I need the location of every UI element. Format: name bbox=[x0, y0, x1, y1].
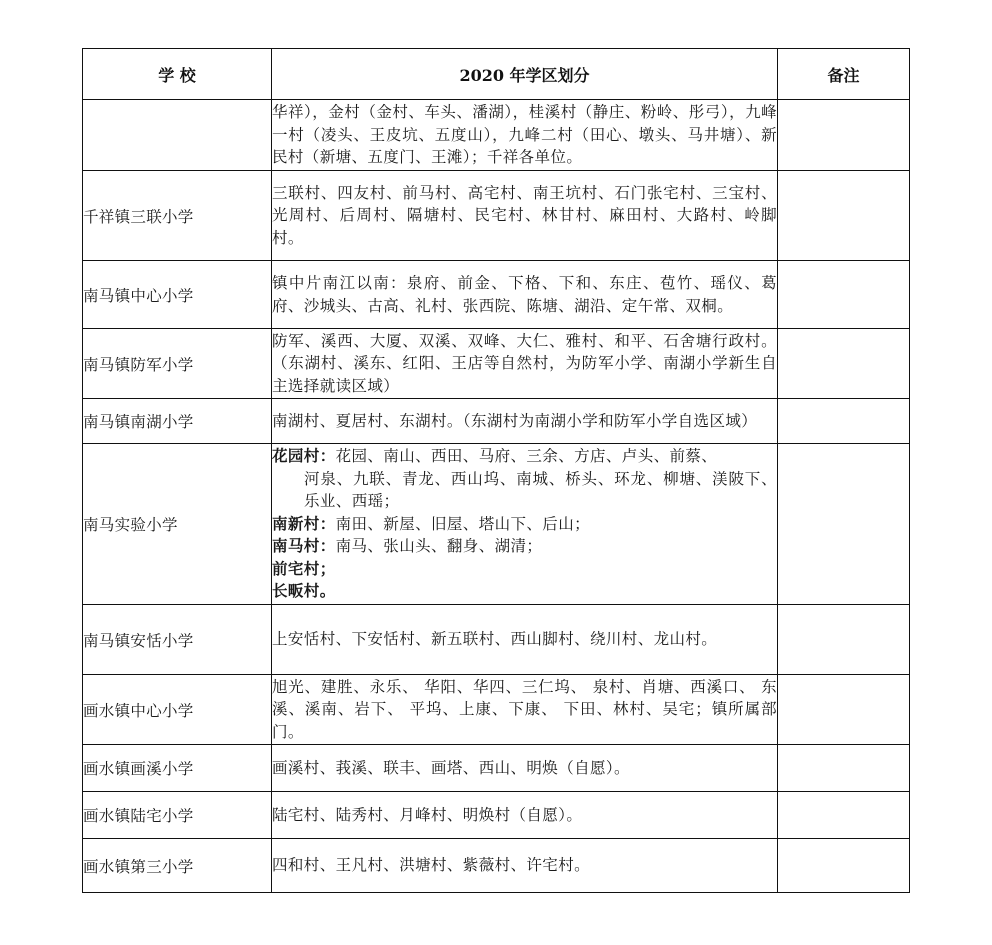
header-note: 备注 bbox=[778, 49, 910, 100]
school-zone-table bbox=[82, 48, 910, 893]
table-row bbox=[83, 792, 910, 839]
note-cell bbox=[778, 444, 910, 605]
zone-text: 南湖村、夏居村、东湖村。（东湖村为南湖小学和防军小学自选区域） bbox=[272, 399, 778, 444]
note-cell bbox=[778, 675, 910, 745]
note-cell bbox=[778, 839, 910, 893]
zone-text: 防军、溪西、大厦、双溪、双峰、大仁、雅村、和平、石舍塘行政村。（东湖村、溪东、红阳、王店等自然村，为防军小学、南湖小学新生自主选择就读区域） bbox=[272, 329, 778, 399]
header-zone: 2020 年学区划分 bbox=[272, 49, 778, 100]
school-name: 画水镇陆宅小学 bbox=[83, 792, 272, 839]
note-cell bbox=[778, 792, 910, 839]
zone-groups bbox=[272, 444, 778, 605]
zone-group bbox=[272, 513, 777, 536]
school-name: 画水镇画溪小学 bbox=[83, 745, 272, 792]
table-row bbox=[83, 261, 910, 329]
table-row bbox=[83, 329, 910, 399]
header-row bbox=[83, 49, 910, 100]
school-name: 南马实验小学 bbox=[83, 444, 272, 605]
table-row bbox=[83, 444, 910, 605]
village-name: 长畈村。 bbox=[272, 581, 336, 601]
school-name: 画水镇中心小学 bbox=[83, 675, 272, 745]
note-cell bbox=[778, 605, 910, 675]
zone-text: 四和村、王凡村、洪塘村、紫薇村、许宅村。 bbox=[272, 839, 778, 893]
note-cell bbox=[778, 261, 910, 329]
zone-group bbox=[272, 580, 777, 603]
school-name: 千祥镇三联小学 bbox=[83, 171, 272, 261]
village-name: 南马村： bbox=[272, 536, 336, 556]
table-row bbox=[83, 100, 910, 171]
school-name: 南马镇防军小学 bbox=[83, 329, 272, 399]
table-row bbox=[83, 675, 910, 745]
header-school: 学 校 bbox=[83, 49, 272, 100]
zone-text: 陆宅村、陆秀村、月峰村、明焕村（自愿）。 bbox=[272, 792, 778, 839]
zone-text: 旭光、建胜、永乐、 华阳、华四、三仁坞、 泉村、肖塘、西溪口、 东溪、溪南、岩下、 平坞、上康、下康、 下田、林村、吴宅；镇所属部门。 bbox=[272, 675, 778, 745]
note-cell bbox=[778, 171, 910, 261]
school-name: 画水镇第三小学 bbox=[83, 839, 272, 893]
table-row bbox=[83, 171, 910, 261]
village-detail-cont: 河泉、九联、青龙、西山坞、南城、桥头、环龙、柳塘、渼陂下、乐业、西瑶； bbox=[304, 469, 777, 511]
village-detail: 花园、南山、西田、马府、三余、方店、卢头、前蔡、 bbox=[335, 447, 718, 466]
table-row bbox=[83, 839, 910, 893]
note-cell bbox=[778, 329, 910, 399]
school-name bbox=[83, 100, 272, 171]
zone-text: 上安恬村、下安恬村、新五联村、西山脚村、绕川村、龙山村。 bbox=[272, 605, 778, 675]
school-name: 南马镇安恬小学 bbox=[83, 605, 272, 675]
table-row bbox=[83, 399, 910, 444]
village-detail: 南马、张山头、翻身、湖清； bbox=[335, 537, 543, 556]
table-row bbox=[83, 745, 910, 792]
village-name: 花园村： bbox=[272, 446, 336, 466]
zone-group bbox=[272, 558, 777, 581]
village-detail: 南田、新屋、旧屋、塔山下、后山； bbox=[335, 514, 591, 533]
village-name: 前宅村； bbox=[272, 558, 336, 578]
zone-group bbox=[272, 535, 777, 558]
zone-group bbox=[272, 445, 777, 468]
note-cell bbox=[778, 745, 910, 792]
zone-text: 画溪村、莪溪、联丰、画塔、西山、明焕（自愿）。 bbox=[272, 745, 778, 792]
zone-text: 华祥），金村（金村、车头、潘湖），桂溪村（静庄、粉岭、彤弓），九峰一村（凌头、王皮坑、五度山），九峰二村（田心、墩头、马井塘）、新民村（新塘、五度门、王滩）；千祥各单位。 bbox=[272, 100, 778, 171]
zone-text: 三联村、四友村、前马村、高宅村、南王坑村、石门张宅村、三宝村、光周村、后周村、隔塘村、民宅村、林甘村、麻田村、大路村、岭脚村。 bbox=[272, 171, 778, 261]
zone-text: 镇中片南江以南：泉府、前金、下格、下和、东庄、苞竹、瑶仪、葛府、沙城头、古高、礼村、张西院、陈塘、湖沿、定午常、双桐。 bbox=[272, 261, 778, 329]
school-name: 南马镇中心小学 bbox=[83, 261, 272, 329]
note-cell bbox=[778, 399, 910, 444]
village-name: 南新村： bbox=[272, 513, 336, 533]
note-cell bbox=[778, 100, 910, 171]
school-name: 南马镇南湖小学 bbox=[83, 399, 272, 444]
table-row bbox=[83, 605, 910, 675]
